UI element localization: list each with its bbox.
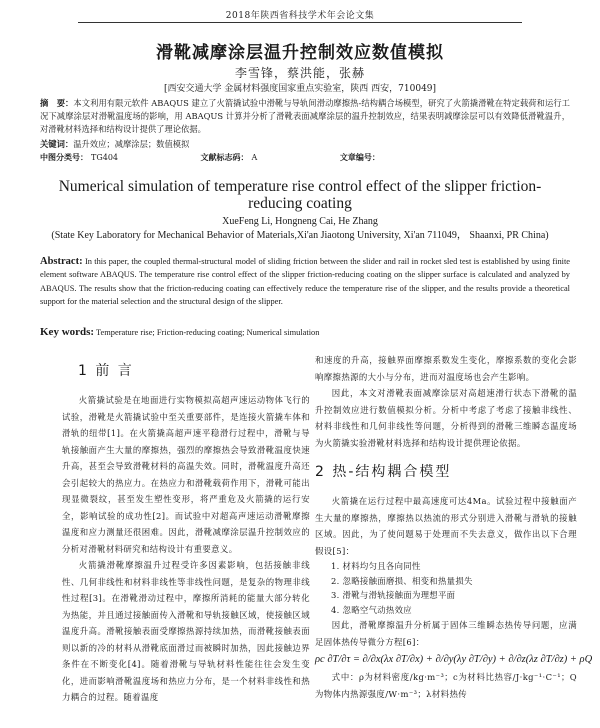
section-2-paragraph-1: 火箭撬在运行过程中最高速度可达4Ma。试验过程中接触面产生大量的摩擦热，摩擦热以热流的形式分别进入滑靴与滑轨的接触区域。因此，为了使问题易于处理而不失去意义，做作出以下合理假设[5]： xyxy=(315,496,577,556)
title-cn: 滑靴减摩涂层温升控制效应数值模拟 xyxy=(156,43,444,63)
keywords-cn xyxy=(40,138,570,150)
abstract-cn xyxy=(40,97,570,136)
section-2-heading: 2 热-结构耦合模型 xyxy=(315,464,452,480)
keywords-en-text: Temperature rise; Friction-reducing coating; Numerical simulation xyxy=(96,328,320,337)
clc-label: 中图分类号： xyxy=(40,153,88,162)
running-header: 2018年陕西省科技学术年会论文集 xyxy=(225,11,375,21)
keywords-cn-text: 温升效应；减摩涂层；数值模拟 xyxy=(73,139,190,149)
assumption-item: 1. 材料均匀且各向同性 xyxy=(331,561,421,571)
abstract-en xyxy=(40,255,570,309)
article-id-field xyxy=(340,153,423,162)
section-1-paragraph-1: 火箭撬试验是在地面进行实物模拟高超声速运动物体飞行的试验，滑靴是火箭撬试验中至关重要部件，是连接火箭撬车体和滑轨的纽带[1]。在火箭撬高超声速平稳滑行过程中，滑靴与导轨接触面产生大量的摩擦热，强烈的摩擦热会导致滑靴温度快速升高，甚至会导致滑靴材料的高温失效。同时，滑靴温度升高还会引起较大的热应力。在热应力和滑靴载荷作用下，滑靴可能出现显微裂纹，甚至发生塑性变形，将严重危及火箭撬的运行安全，影响试验的成功性[2]。而试验中对超高声速运动滑靴摩擦温度和应力测量还很困难。因此，滑靴减摩涂层温升控制效应的分析对滑靴材料研究和结构设计有重要意义。 xyxy=(62,395,310,554)
doc-code-value: A xyxy=(251,153,258,162)
heat-conduction-equation: ρc ∂T/∂τ = ∂/∂x(λx ∂T/∂x) + ∂/∂y(λy ∂T/∂y) + ∂/∂z(λz ∂T/∂z) + ρQ xyxy=(315,654,593,665)
section-2-paragraph-3: 式中：ρ为材料密度/kg·m⁻³；c为材料比热容/J·kg⁻¹·C⁻¹；Q为物体内热源强度/W·m⁻³；λ材料热传 xyxy=(315,672,577,699)
abstract-cn-text: 本文利用有限元软件 ABAQUS 建立了火箭撬试验中滑靴与导轨间滑动摩擦热-结构耦合场模型，研究了火箭撬滑靴在特定载荷和运行工况下减摩涂层对滑靴温度场的影响，用 ABAQUS 计算并分析了滑靴表面减摩涂层的温升控制效应，结果表明减摩涂层可以有效降低滑靴温升，对滑靴材料选择和结构设计提供了理论依据。 xyxy=(40,98,570,134)
doc-code-label: 文献标志码： xyxy=(200,153,249,162)
header-rule xyxy=(78,22,522,23)
affiliation-en: (State Key Laboratory for Mechanical Behavior of Materials,Xi'an Jiaotong University, Xi'an 711049， Shaanxi, PR China) xyxy=(51,230,549,241)
classification-meta xyxy=(40,152,570,163)
clc-value: TG404 xyxy=(91,153,118,162)
left-column xyxy=(62,360,310,706)
clc-field xyxy=(40,153,158,162)
section-1-paragraph-2: 火箭撬滑靴摩擦温升过程受许多因素影响，包括接触非线性、几何非线性和材料非线性等非线性问题，是复杂的物理非线性过程[3]。在滑靴滑动过程中，摩擦所消耗的能量大部分转化为热能，并且通过接触面传入滑靴和导轨接触区域，使接触区域温度升高。滑靴接触表面受摩擦热源持续加热，而滑靴接触表面则以新的冷的材料从滑靴底面滑过而被瞬时加热，因此接触边界条件在不断变化[4]。随着滑靴与导轨材料性能往往会发生变化，进而影响滑靴温度场和热应力分布，是一个材料非线性和热力耦合的过程。随着温度 xyxy=(62,560,310,702)
authors-en: XueFeng Li, Hongneng Cai, He Zhang xyxy=(222,216,378,227)
doc-code-field xyxy=(201,153,298,162)
assumption-list xyxy=(315,559,577,617)
assumption-item: 3. 滑靴与滑轨接触面为理想平面 xyxy=(331,590,456,600)
authors-cn: 李雪锋，蔡洪能，张赫 xyxy=(234,66,365,80)
abstract-cn-label: 摘 要： xyxy=(40,98,74,108)
article-id-label: 文章编号： xyxy=(339,153,380,162)
continued-paragraph: 和速度的升高，接触界面摩擦系数发生变化，摩擦系数的变化会影响摩擦热源的大小与分布，进而对温度场也会产生影响。 xyxy=(315,355,577,382)
title-en: Numerical simulation of temperature rise control effect of the slipper friction-reducing coating xyxy=(58,178,542,212)
intro-closing-paragraph: 因此，本文对滑靴表面减摩涂层对高超速滑行状态下滑靴的温升控制效应进行数值模拟分析。分析中考虑了考虑了接触非线性、材料非线性和几何非线性等问题，分析得到的滑靴三维瞬态温度场为火箭撬实验滑靴材料选择和结构设计提供理论依据。 xyxy=(315,388,577,448)
right-column xyxy=(315,352,593,702)
abstract-en-label: Abstract: xyxy=(40,256,83,267)
affiliation-cn: [西安交通大学 金属材料强度国家重点实验室，陕西 西安，710049] xyxy=(163,84,437,94)
keywords-cn-label: 关键词： xyxy=(40,139,74,149)
section-2-paragraph-2: 因此，滑靴摩擦温升分析属于固体三维瞬态热传导问题，应满足固体热传导微分方程[6]： xyxy=(315,620,577,647)
assumption-item: 4. 忽略空气动热效应 xyxy=(331,604,412,615)
abstract-en-text: In this paper, the coupled thermal-structural model of sliding friction between the slider and rail in rocket sled test is established by using finite element software ABAQUS. The temperature rise control effect of the slipper friction-reducing coating on the slipper surface is calculated and analyzed by ABAQUS. The results show that the friction-reducing coating can effectively reduce the temperature rise of the slipper, and the results provide a theoretical support for the material selection and the structural design of the slipper. xyxy=(40,257,571,307)
assumption-item: 2. 忽略接触面磨损、相变和热量损失 xyxy=(331,575,473,586)
keywords-en xyxy=(40,326,570,338)
section-1-heading: 1 前 言 xyxy=(78,363,134,379)
keywords-en-label: Key words: xyxy=(40,326,95,338)
